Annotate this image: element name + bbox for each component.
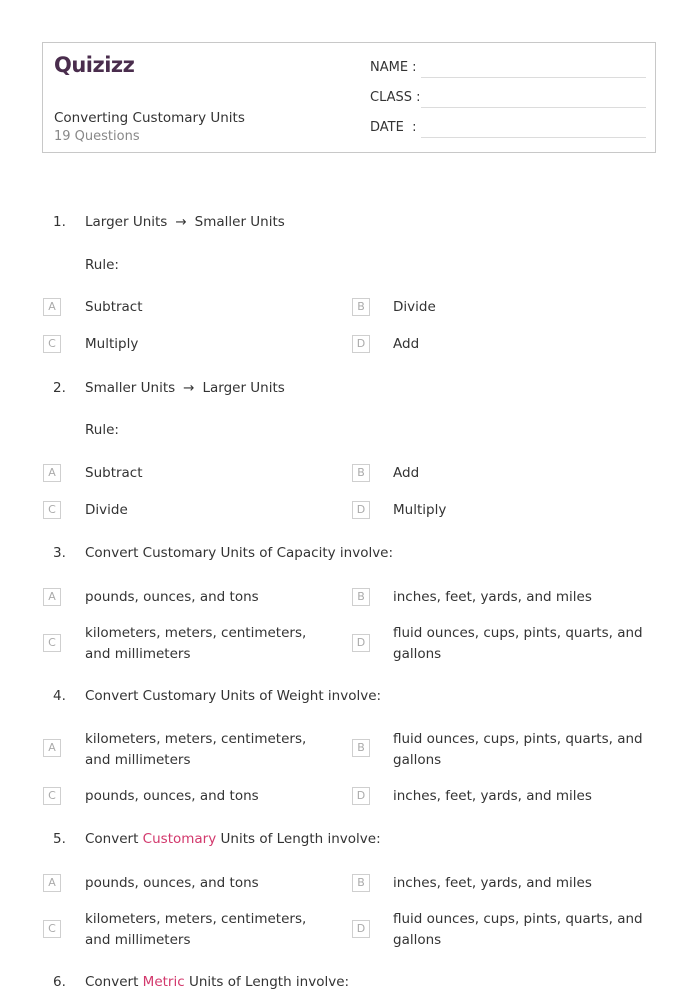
highlighted-word: Metric xyxy=(142,974,185,990)
arrow-right-icon: → xyxy=(183,380,195,396)
question-text-a: Larger Units xyxy=(85,214,168,230)
option-text[interactable]: kilometers, meters, centimeters, and millimeters xyxy=(85,731,307,768)
name-line xyxy=(421,77,646,78)
rule-label: Rule: xyxy=(85,422,119,438)
option-letter-box[interactable]: A xyxy=(43,298,61,316)
option-text[interactable]: Divide xyxy=(393,299,436,315)
worksheet-title: Converting Customary Units xyxy=(54,110,245,126)
option-text[interactable]: Multiply xyxy=(85,336,139,352)
worksheet-header xyxy=(42,42,656,153)
question-text xyxy=(85,831,381,847)
option-text[interactable]: pounds, ounces, and tons xyxy=(85,589,259,605)
option-letter-box[interactable]: D xyxy=(352,501,370,519)
date-label: DATE : xyxy=(370,120,417,135)
option-text[interactable]: fluid ounces, cups, pints, quarts, and gallons xyxy=(393,625,643,662)
class-label: CLASS : xyxy=(370,90,421,105)
option-letter-box[interactable]: D xyxy=(352,787,370,805)
option-letter-box[interactable]: C xyxy=(43,787,61,805)
question-text xyxy=(85,380,285,396)
question-number: 4. xyxy=(53,688,66,704)
option-text[interactable]: kilometers, meters, centimeters, and millimeters xyxy=(85,911,307,948)
class-field[interactable] xyxy=(370,90,421,105)
option-text[interactable]: pounds, ounces, and tons xyxy=(85,875,259,891)
question-number: 1. xyxy=(53,214,66,230)
option-letter-box[interactable]: D xyxy=(352,634,370,652)
option-letter-box[interactable]: B xyxy=(352,588,370,606)
question-text-b: Smaller Units xyxy=(194,214,285,230)
option-letter-box[interactable]: B xyxy=(352,298,370,316)
question-text xyxy=(85,214,285,230)
option-letter-box[interactable]: C xyxy=(43,634,61,652)
option-letter-box[interactable]: B xyxy=(352,739,370,757)
option-letter-box[interactable]: C xyxy=(43,920,61,938)
question-text-pre: Convert xyxy=(85,974,143,990)
question-text xyxy=(85,974,349,990)
option-text[interactable]: kilometers, meters, centimeters, and millimeters xyxy=(85,625,307,662)
option-letter-box[interactable]: C xyxy=(43,501,61,519)
question-text-post: Units of Length involve: xyxy=(184,974,350,990)
option-text[interactable]: inches, feet, yards, and miles xyxy=(393,589,592,605)
quizizz-logo: Quizizz xyxy=(54,53,135,77)
question-text-b: Larger Units xyxy=(202,380,285,396)
question-text: Convert Customary Units of Capacity involve: xyxy=(85,545,394,561)
date-field[interactable] xyxy=(370,120,416,135)
option-letter-box[interactable]: D xyxy=(352,920,370,938)
option-letter-box[interactable]: B xyxy=(352,464,370,482)
option-text[interactable]: fluid ounces, cups, pints, quarts, and gallons xyxy=(393,731,643,768)
question-number: 5. xyxy=(53,831,66,847)
option-text[interactable]: Add xyxy=(393,465,420,481)
option-text[interactable]: inches, feet, yards, and miles xyxy=(393,875,592,891)
class-line xyxy=(421,107,646,108)
question-text-a: Smaller Units xyxy=(85,380,176,396)
question-count: 19 Questions xyxy=(54,129,140,144)
name-field[interactable] xyxy=(370,60,417,75)
option-text[interactable]: Add xyxy=(393,336,420,352)
option-letter-box[interactable]: C xyxy=(43,335,61,353)
option-letter-box[interactable]: A xyxy=(43,739,61,757)
arrow-right-icon: → xyxy=(175,214,187,230)
option-letter-box[interactable]: A xyxy=(43,588,61,606)
question-text-pre: Convert xyxy=(85,831,143,847)
option-letter-box[interactable]: A xyxy=(43,874,61,892)
option-text[interactable]: fluid ounces, cups, pints, quarts, and gallons xyxy=(393,911,643,948)
option-text[interactable]: inches, feet, yards, and miles xyxy=(393,788,592,804)
highlighted-word: Customary xyxy=(142,831,217,847)
question-text-post: Units of Length involve: xyxy=(216,831,381,847)
question-number: 6. xyxy=(53,974,66,990)
option-letter-box[interactable]: A xyxy=(43,464,61,482)
rule-label: Rule: xyxy=(85,257,119,273)
question-number: 2. xyxy=(53,380,66,396)
option-text[interactable]: Subtract xyxy=(85,299,143,315)
option-text[interactable]: Divide xyxy=(85,502,128,518)
option-text[interactable]: Subtract xyxy=(85,465,143,481)
name-label: NAME : xyxy=(370,60,417,75)
date-line xyxy=(421,137,646,138)
option-letter-box[interactable]: D xyxy=(352,335,370,353)
question-number: 3. xyxy=(53,545,66,561)
option-letter-box[interactable]: B xyxy=(352,874,370,892)
option-text[interactable]: pounds, ounces, and tons xyxy=(85,788,259,804)
option-text[interactable]: Multiply xyxy=(393,502,447,518)
question-text: Convert Customary Units of Weight involve: xyxy=(85,688,382,704)
